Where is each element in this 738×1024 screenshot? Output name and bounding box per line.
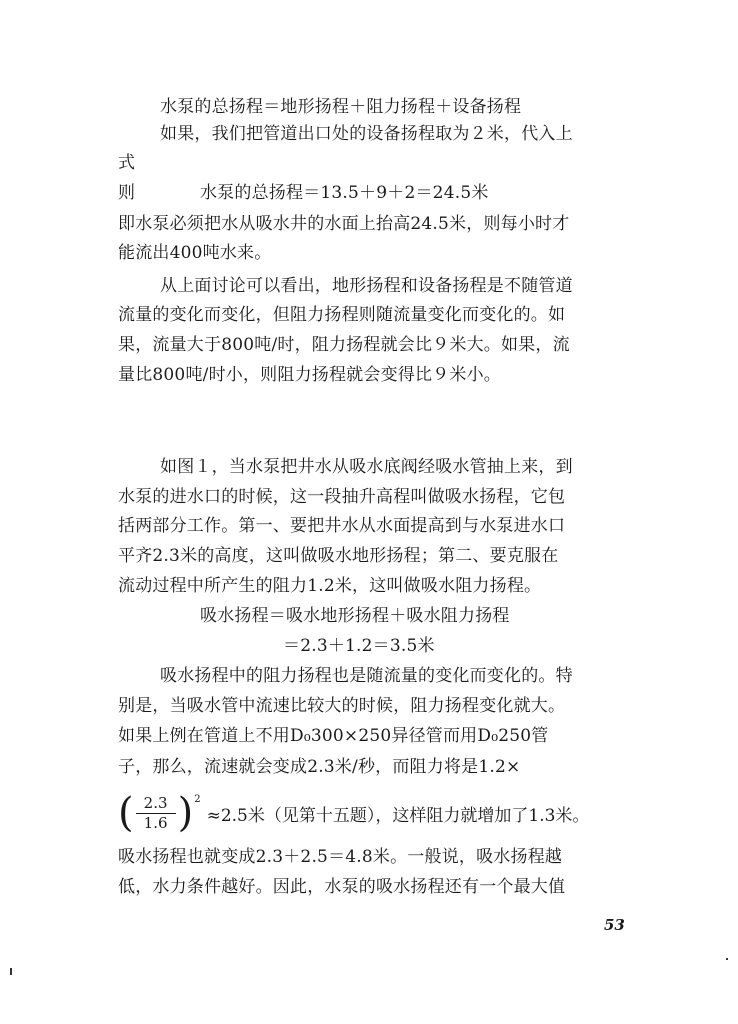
paragraph-line: 低，水力条件越好。因此，水泵的吸水扬程还有一个最大值 [118, 877, 566, 897]
paragraph-line: 如图１，当水泵把井水从吸水底阀经吸水管抽上来，到 [160, 457, 573, 477]
paragraph-line: 流量的变化而变化，但阻力扬程则随流量变化而变化的。如 [118, 305, 566, 325]
paragraph-line: 从上面讨论可以看出，地形扬程和设备扬程是不随管道 [160, 276, 573, 296]
scan-speck [10, 968, 12, 975]
paragraph-line: 吸水扬程也就变成2.3＋2.5＝4.8米。一般说，吸水扬程越 [118, 847, 563, 867]
paragraph-line: 流动过程中所产生的阻力1.2米，这叫做吸水阻力扬程。 [118, 576, 542, 596]
paragraph-line: 水泵的进水口的时候，这一段抽升高程叫做吸水扬程，它包 [118, 487, 566, 507]
paragraph-line: 量比800吨/时小，则阻力扬程就会变得比９米小。 [118, 365, 501, 385]
paragraph-line: 子，那么，流速就会变成2.3米/秒，而阻力将是1.2× [118, 757, 521, 777]
equation-total-head: 水泵的总扬程＝地形扬程＋阻力扬程＋设备扬程 [160, 97, 522, 117]
paragraph-line-prefix: 则 [118, 183, 136, 203]
fraction-denominator: 1.6 [143, 813, 168, 832]
paragraph-line: 别是，当吸水管中流速比较大的时候，阻力扬程变化就大。 [118, 696, 566, 716]
paragraph-line: 平齐2.3米的高度，这叫做吸水地形扬程；第二、要克服在 [118, 546, 559, 566]
equation-suction-head: 吸水扬程＝吸水地形扬程＋吸水阻力扬程 [200, 606, 510, 626]
paragraph-line: 如果，我们把管道出口处的设备扬程取为２米，代入上 [160, 124, 573, 144]
page-number: 53 [604, 916, 625, 934]
paragraph-line: 即水泵必须把水从吸水井的水面上抬高24.5米，则每小时才 [118, 214, 570, 234]
equation-total-head-value: 水泵的总扬程＝13.5＋9＋2＝24.5米 [200, 183, 489, 203]
paragraph-line: 吸水扬程中的阻力扬程也是随流量的变化而变化的。特 [160, 666, 573, 686]
scan-speck [726, 958, 728, 960]
paragraph-line: 果，流量大于800吨/时，阻力扬程就会比９米大。如果，流 [118, 335, 570, 355]
formula-resistance [118, 790, 590, 836]
paren-open: ( [118, 790, 134, 836]
fraction [136, 795, 176, 832]
paragraph-line: 能流出400吨水来。 [118, 243, 272, 263]
fraction-numerator: 2.3 [143, 793, 168, 812]
equation-suction-head-value: ＝2.3＋1.2＝3.5米 [283, 636, 435, 656]
exponent: 2 [194, 793, 201, 805]
paragraph-line: 式 [118, 153, 136, 173]
formula-rest: ≈2.5米（见第十五题），这样阻力就增加了1.3米。 [206, 805, 590, 826]
paren-close: ) [177, 790, 194, 836]
paragraph-line: 括两部分工作。第一、要把井水从水面提高到与水泵进水口 [118, 516, 566, 536]
paragraph-line: 如果上例在管道上不用D₀300×250异径管而用D₀250管 [118, 726, 549, 746]
